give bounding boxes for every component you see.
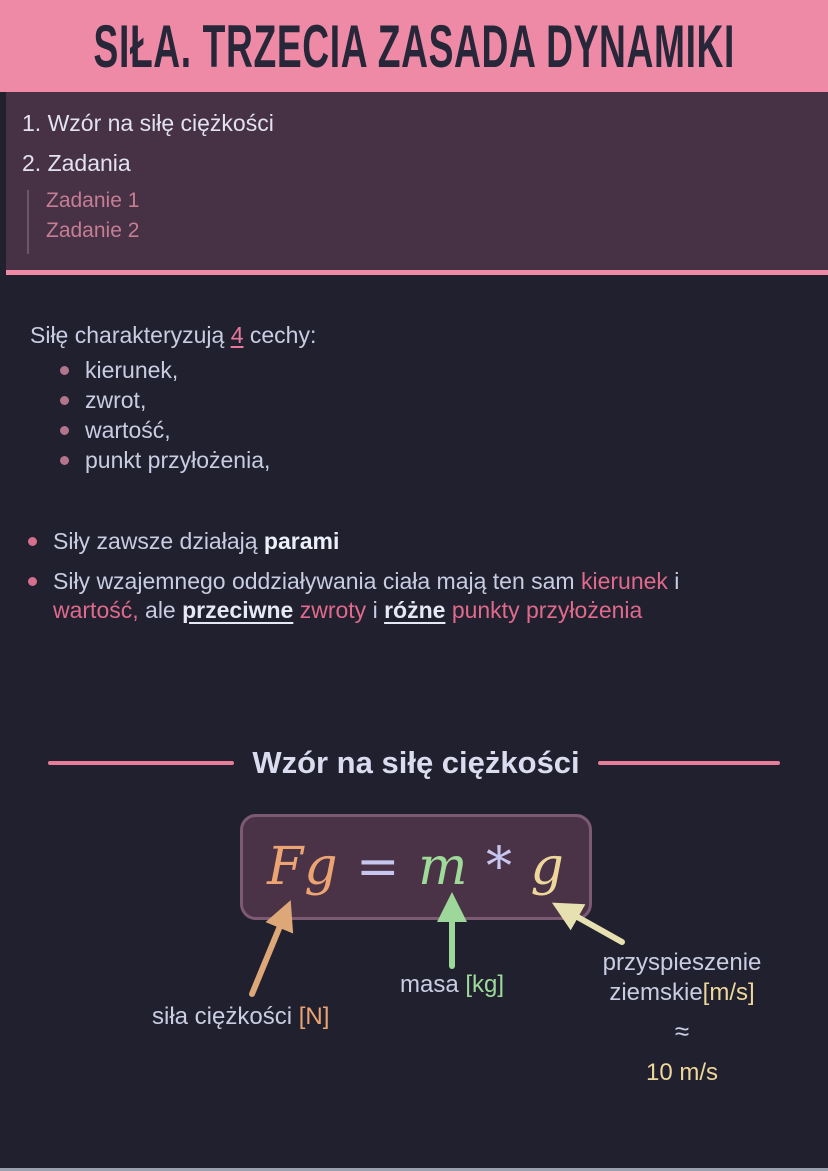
toc-panel [6,92,828,275]
arrow-force [252,914,285,994]
bullet-dot [28,537,37,546]
feature-label: kierunek, [85,356,179,383]
gravity-value: 10 m/s [645,1059,719,1086]
fact-item [28,527,339,556]
approx-symbol: ≈ [674,1016,690,1046]
bullet-dot [60,366,69,375]
gravity-label-line1: przyspieszenie [602,949,762,976]
features-intro: Siłę charakteryzują 4 cechy: [30,322,317,348]
bullet-dot [28,577,37,586]
feature-label: wartość, [85,416,171,443]
toc-item-formula[interactable]: 1. Wzór na siłę ciężkości [22,110,274,136]
toc-item-zadania[interactable]: 2. Zadania [22,150,131,176]
mass-label: masa [kg] [400,971,505,998]
formula-text: Fg = m * g [267,837,565,897]
fact-item [28,567,744,625]
feature-label: punkt przyłożenia, [85,446,271,473]
page-header [0,0,828,92]
fact-text: Siły wzajemnego oddziaływania ciała mają ten sam kierunek i wartość, ale przeciwne zwroty i różne punkty przyłożenia [53,568,680,623]
features-list [60,355,270,475]
feature-item [60,355,270,385]
heading-divider-right [598,761,780,765]
formula-box [240,814,592,920]
toc-subitem-zadanie-1[interactable]: Zadanie 1 [46,189,140,212]
force-label: siła ciężkości [N] [152,1003,330,1030]
heading-divider-left [48,761,234,765]
bullet-dot [60,456,69,465]
bullet-dot [60,426,69,435]
feature-item [60,415,270,445]
toc-indent-line [27,190,29,254]
formula-section-heading-row [0,741,828,785]
bullet-dot [60,396,69,405]
gravity-label [594,948,770,1087]
toc-subitem-zadanie-2[interactable]: Zadanie 2 [46,219,140,242]
feature-label: zwrot, [85,386,147,413]
feature-item [60,385,270,415]
gravity-label-line2: ziemskie[m/s] [609,979,755,1006]
page-title: SIŁA. TRZECIA ZASADA DYNAMIKI [93,12,735,80]
formula-section-title: Wzór na siłę ciężkości [252,745,580,780]
feature-item [60,445,270,475]
fact-text: Siły zawsze działają parami [53,528,340,554]
